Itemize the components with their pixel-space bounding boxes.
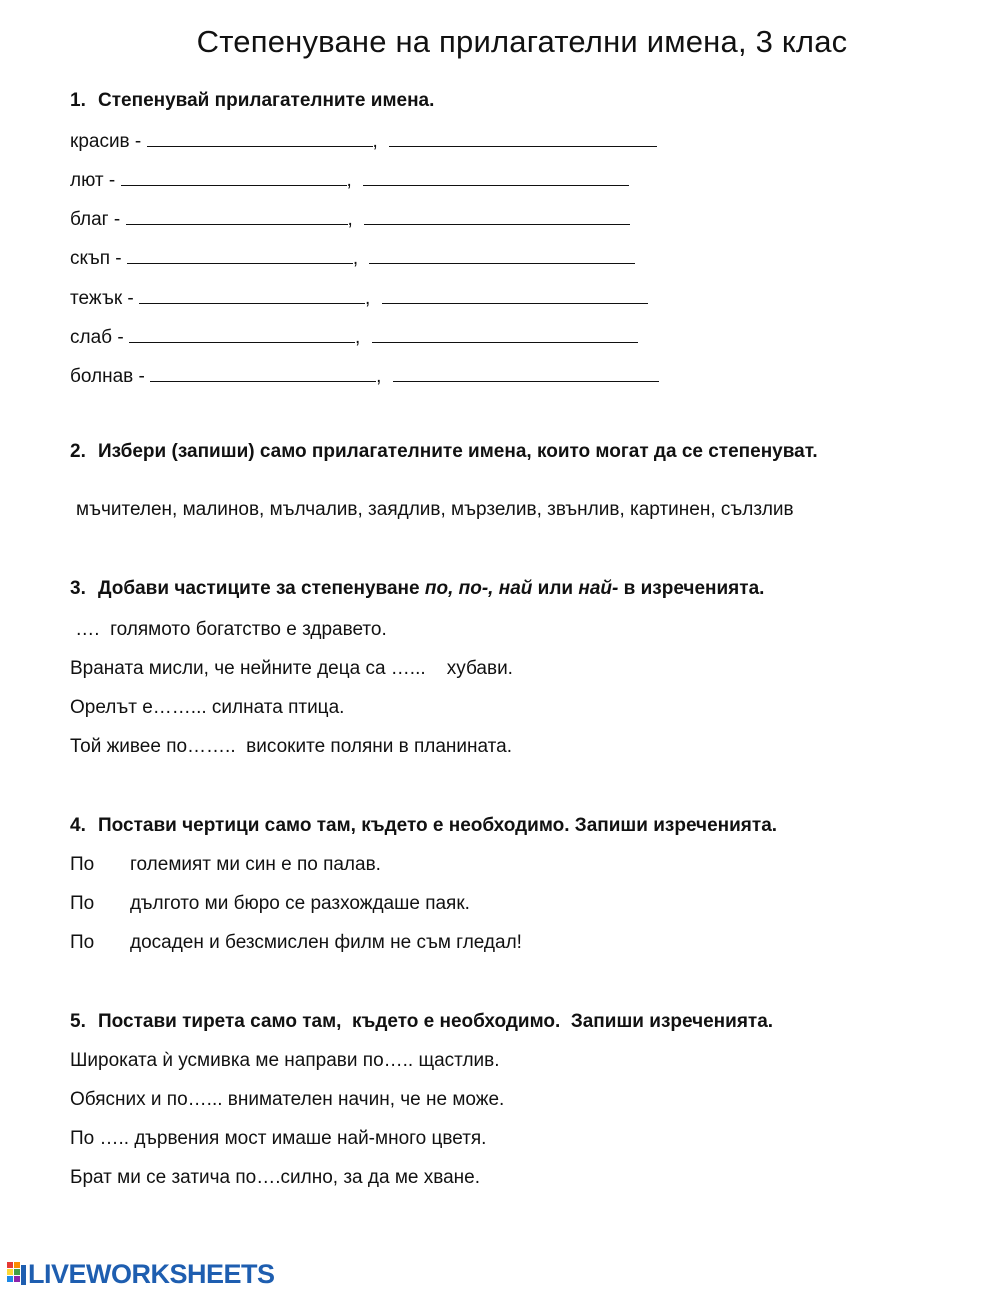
answer-blank-comparative[interactable]: [150, 363, 376, 382]
adjective-row: тежък - ,: [70, 285, 648, 310]
sentence-line: По големият ми син е по палав.: [70, 854, 381, 875]
section-1-heading-text: Степенувай прилагателните имена.: [98, 90, 435, 111]
section-2-heading: [70, 441, 980, 463]
adjective-row: скъп - ,: [70, 245, 635, 270]
section-5-heading-text: Постави тирета само там, където е необходимо. Запиши изреченията.: [98, 1011, 774, 1032]
liveworksheets-logo-text: LIVEWORKSHEETS: [28, 1258, 275, 1289]
sentence-line: Обясних и по…... внимателен начин, че не може.: [70, 1089, 505, 1110]
sentence-line: …. голямото богатство е здравето.: [70, 619, 387, 640]
section-2-heading-text: Избери (запиши) само прилагателните имена, които могат да се степенуват.: [98, 441, 818, 462]
sentence-line: По дългото ми бюро се разхождаше паяк.: [70, 893, 470, 914]
sentence-line: По досаден и безсмислен филм не съм гледал!: [70, 932, 522, 953]
answer-blank-superlative[interactable]: [382, 285, 648, 304]
answer-blank-superlative[interactable]: [393, 363, 659, 382]
answer-blank-comparative[interactable]: [127, 245, 353, 264]
adjective-row: красив - ,: [70, 128, 657, 153]
sentence-line: Широката ѝ усмивка ме направи по….. щастлив.: [70, 1050, 500, 1071]
adjective-word: слаб -: [70, 327, 124, 348]
sentence-prefix: По: [70, 854, 95, 875]
worksheet-title: Степенуване на прилагателни имена, 3 клас: [196, 24, 848, 59]
section-5-heading: [70, 1011, 980, 1033]
answer-blank-comparative[interactable]: [129, 324, 355, 343]
adjective-word-list: мъчителен, малинов, мълчалив, заядлив, мързелив, звънлив, картинен, сълзлив: [76, 499, 794, 520]
adjective-row: благ - ,: [70, 206, 630, 231]
section-4-number: 4.: [70, 815, 86, 836]
sentence-line: Брат ми се затича по….силно, за да ме хване.: [70, 1167, 481, 1188]
sentence-line: Орелът е……... силната птица.: [70, 697, 345, 718]
section-5-number: 5.: [70, 1011, 86, 1032]
adjective-row: слаб - ,: [70, 324, 638, 349]
sentence-line: Той живее по…….. високите поляни в планината.: [70, 736, 513, 757]
adjective-word: красив -: [70, 131, 142, 152]
sentence-prefix: По: [70, 932, 95, 953]
section-3-heading: 3. Добави частиците за степенуване по, по-, най или най- в изреченията.: [70, 578, 765, 599]
answer-blank-comparative[interactable]: [121, 167, 347, 186]
answer-blank-superlative[interactable]: [364, 206, 630, 225]
adjective-word: болнав -: [70, 366, 145, 387]
answer-blank-superlative[interactable]: [389, 128, 657, 147]
section-1-heading: [70, 90, 980, 112]
answer-blank-superlative[interactable]: [369, 245, 635, 264]
adjective-word: лют -: [70, 170, 116, 191]
answer-blank-comparative[interactable]: [147, 128, 373, 147]
section-2-number: 2.: [70, 441, 86, 462]
answer-blank-comparative[interactable]: [126, 206, 348, 225]
liveworksheets-logo-icon: [6, 1261, 28, 1287]
section-1-number: 1.: [70, 90, 86, 111]
adjective-row: лют - ,: [70, 167, 629, 192]
particles-highlight: по, по-, най: [424, 578, 533, 599]
adjective-word: тежък -: [70, 288, 134, 309]
sentence-line: По ….. дървения мост имаше най-много цветя.: [70, 1128, 487, 1149]
adjective-word: скъп -: [70, 248, 122, 269]
section-4-heading-text: Постави чертици само там, където е необходимо. Запиши изреченията.: [98, 815, 778, 836]
sentence-line: Враната мисли, че нейните деца са …... хубави.: [70, 658, 513, 679]
sentence-prefix: По: [70, 893, 95, 914]
liveworksheets-logo[interactable]: [6, 1257, 275, 1291]
answer-blank-superlative[interactable]: [363, 167, 629, 186]
adjective-word: благ -: [70, 209, 121, 230]
adjective-row: болнав - ,: [70, 363, 659, 388]
section-3-number: 3.: [70, 578, 86, 599]
section-4-heading: [70, 815, 980, 837]
answer-blank-comparative[interactable]: [139, 285, 365, 304]
particle-nai-dash: най-: [578, 578, 619, 599]
answer-blank-superlative[interactable]: [372, 324, 638, 343]
